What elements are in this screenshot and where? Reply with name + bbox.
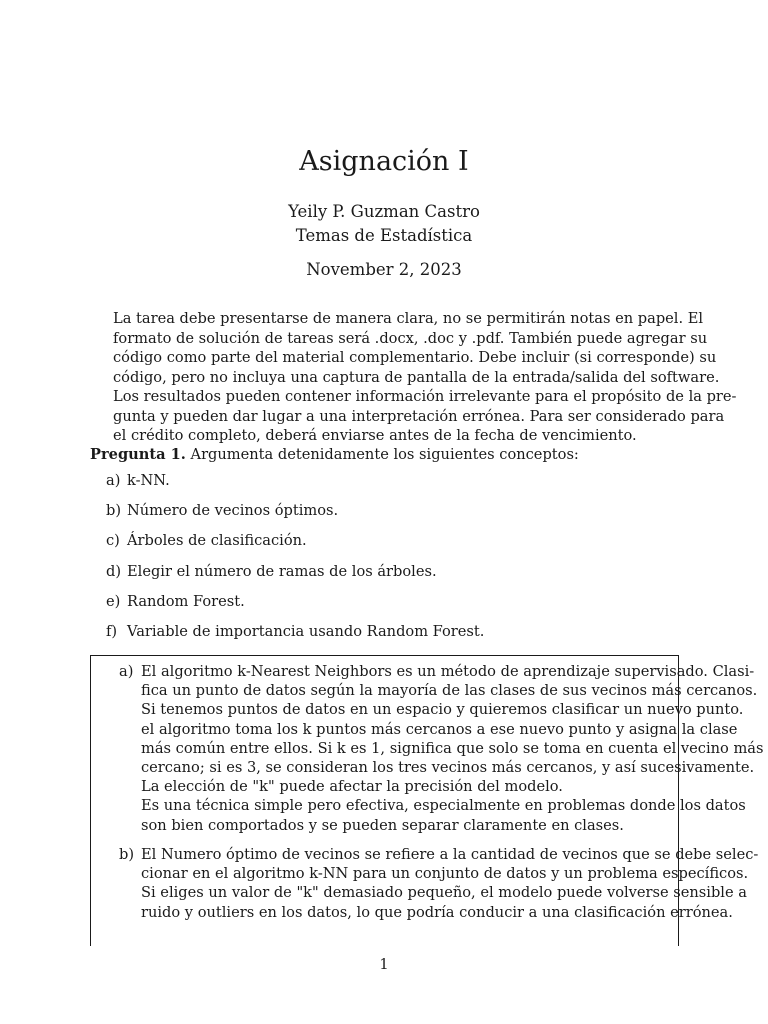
item-text: Variable de importancia usando Random Forest. [127, 622, 485, 640]
instructions-paragraph [113, 309, 737, 446]
item-marker: e) [106, 592, 121, 610]
item-marker: c) [106, 532, 120, 550]
item-marker: d) [106, 562, 122, 580]
answer-marker: b) [119, 846, 135, 863]
item-marker: b) [106, 502, 122, 520]
item-marker: a) [106, 472, 121, 489]
answer-text [141, 662, 764, 835]
instructions-line: La tarea debe presentarse de manera clara, no se permitirán notas en papel. El [113, 310, 704, 327]
instructions-line: código, pero no incluya una captura de pantalla de la entrada/salida del software. [113, 368, 720, 386]
item-text: Elegir el número de ramas de los árboles. [127, 562, 437, 580]
answer-line: el algoritmo toma los k puntos más cercanos a ese nuevo punto y asigna la clase [141, 720, 738, 738]
answer-marker: a) [119, 663, 134, 680]
item-text: Random Forest. [127, 592, 245, 610]
answer-line: ruido y outliers en los datos, lo que podría conducir a una clasificación errónea. [141, 903, 733, 921]
instructions-line: Los resultados pueden contener información irrelevante para el propósito de la pre- [113, 388, 737, 405]
item-text: k-NN. [127, 472, 170, 489]
item-marker: f) [106, 622, 118, 640]
answer-line: cercano; si es 3, se consideran los tres vecinos más cercanos, y así sucesivamente. [141, 759, 755, 777]
instructions-line: formato de solución de tareas será .docx, .doc y .pdf. También puede agregar su [113, 329, 708, 347]
question-label: Pregunta 1. [90, 446, 186, 463]
item-text: Árboles de clasificación. [127, 532, 307, 550]
answer-box [90, 655, 764, 946]
course-name: Temas de Estadística [295, 226, 473, 245]
question-items [106, 472, 666, 653]
page-number: 1 [379, 956, 389, 973]
author-name: Yeily P. Guzman Castro [288, 202, 480, 221]
answer-line: son bien comportados y se pueden separar claramente en clases. [141, 816, 624, 834]
answer-line: fica un punto de datos según la mayoría de las clases de sus vecinos más cercanos. [141, 682, 758, 700]
answer-line: Si eliges un valor de "k" demasiado pequeño, el modelo puede volverse sensible a [141, 884, 747, 902]
instructions-line: código como parte del material complementario. Debe incluir (si corresponde) su [113, 349, 717, 366]
list-item [106, 532, 666, 562]
answer-line: más común entre ellos. Si k es 1, significa que solo se toma en cuenta el vecino más [141, 739, 764, 757]
answer-line: cionar en el algoritmo k-NN para un conjunto de datos y un problema específicos. [141, 865, 749, 883]
question-heading [90, 446, 680, 463]
instructions-line: gunta y pueden dar lugar a una interpretación errónea. Para ser considerado para [113, 407, 725, 425]
list-item [106, 563, 666, 593]
answer-line: Si tenemos puntos de datos en un espacio y quieremos clasificar un nuevo punto. [141, 701, 744, 719]
question-text: Argumenta detenidamente los siguientes conceptos: [190, 446, 579, 463]
instructions-line: el crédito completo, deberá enviarse antes de la fecha de vencimiento. [113, 427, 637, 444]
answer-line: Es una técnica simple pero efectiva, especialmente en problemas donde los datos [141, 797, 746, 815]
item-text: Número de vecinos óptimos. [127, 502, 339, 520]
list-item [106, 623, 666, 653]
author-block [0, 200, 768, 248]
answer-line: La elección de "k" puede afectar la precisión del modelo. [141, 778, 563, 796]
list-item [106, 472, 666, 502]
list-item [106, 502, 666, 532]
list-item [106, 593, 666, 623]
answer-text [141, 845, 759, 922]
document-date: November 2, 2023 [306, 260, 462, 279]
answer-line: El Numero óptimo de vecinos se refiere a la cantidad de vecinos que se debe selec- [141, 846, 759, 863]
document-title: Asignación I [299, 146, 469, 177]
answer-line: El algoritmo k-Nearest Neighbors es un método de aprendizaje supervisado. Clasi- [141, 663, 755, 680]
